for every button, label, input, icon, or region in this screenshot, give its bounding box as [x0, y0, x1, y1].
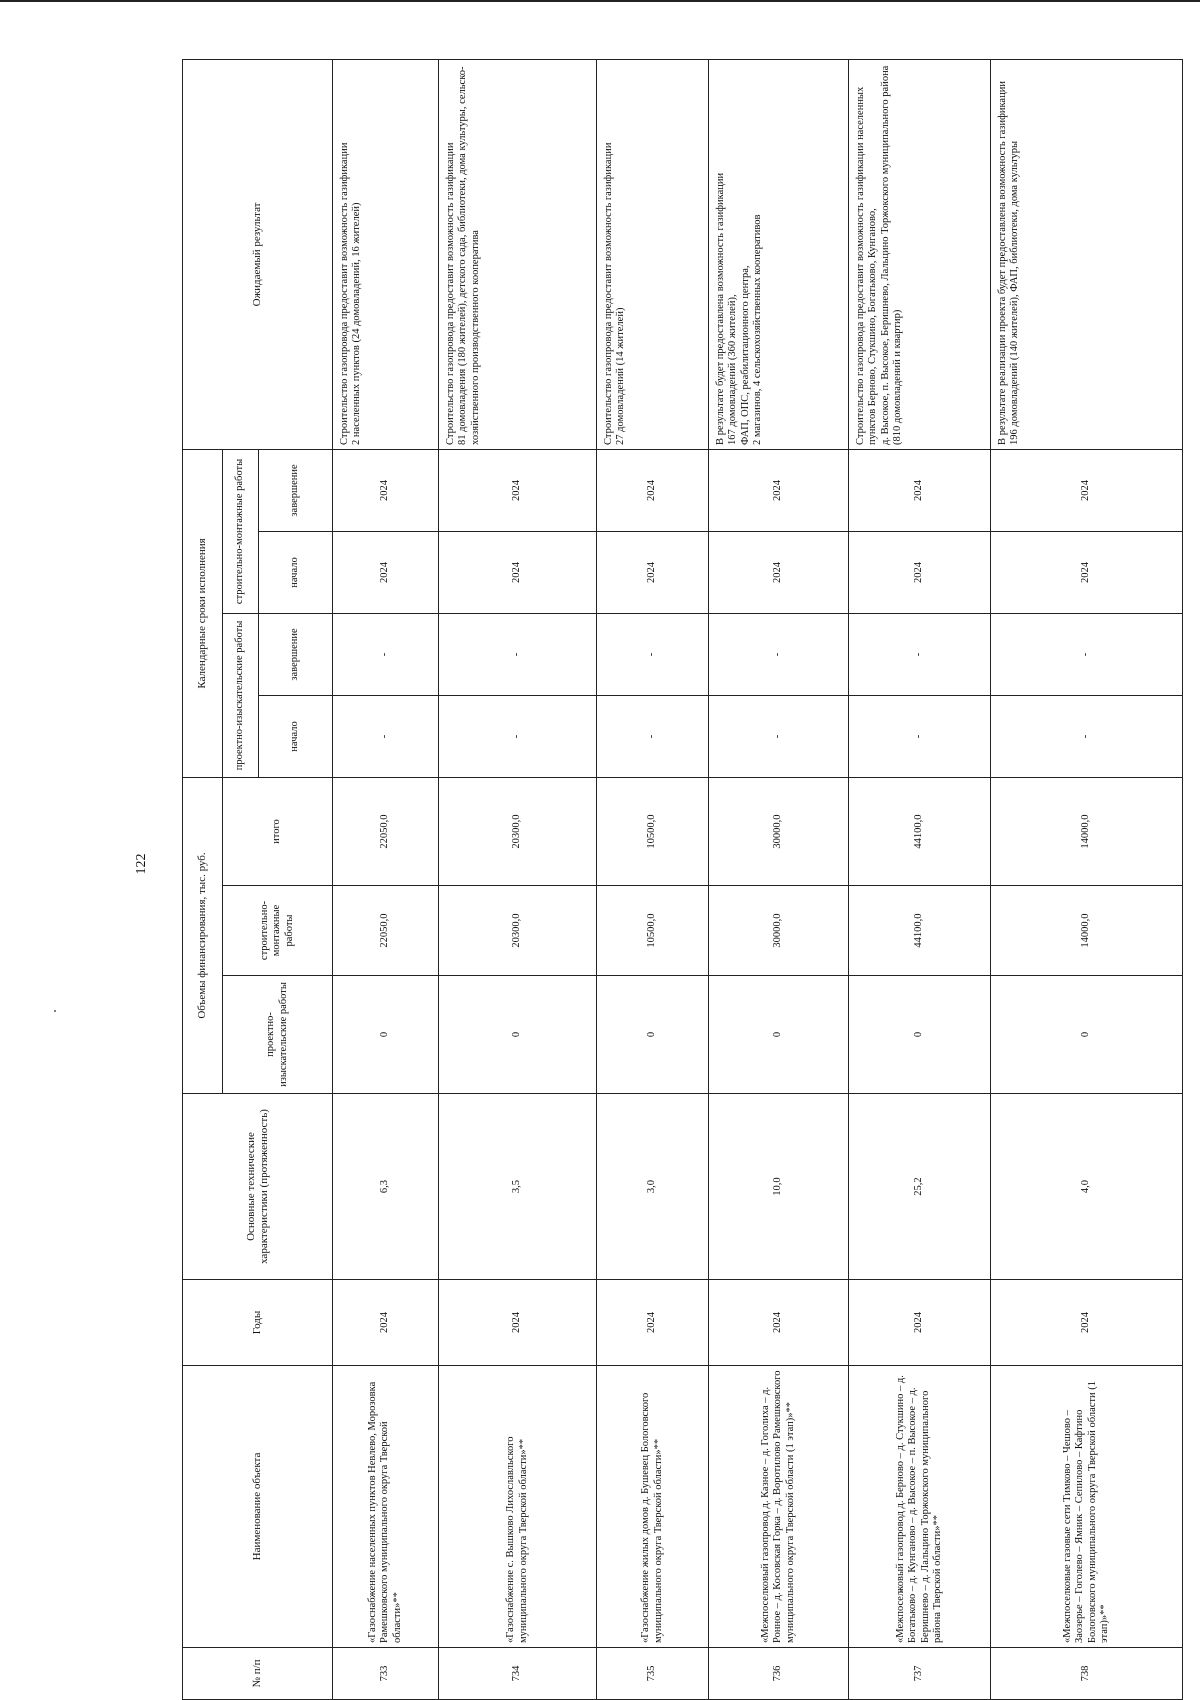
cell-no: 735 [597, 1648, 709, 1700]
cell-design-end: - [849, 613, 991, 695]
cell-no: 734 [439, 1648, 597, 1700]
cell-result: Строительство газопровода предоставит возможность газификации населенных пунктов Берново, Стукшино, Богатьково, Кунганово, д. Высокое, п. Высокое, Беришнево, Лальцино Торжокского муниципального района (810 домовладений и квартир) [849, 59, 991, 449]
cell-fin-total: 20300,0 [439, 777, 597, 885]
cell-constr-end: 2024 [849, 449, 991, 531]
cell-constr-start: 2024 [991, 531, 1183, 613]
cell-name: «Межпоселковый газопровод д. Казное – д. Гоголиха – д. Ронное – д. Косовская Горка – д. Воротилово Рамешковского муниципального округа Тверской области (1 этап)»** [709, 1366, 849, 1648]
cell-fin-construction: 30000,0 [709, 886, 849, 976]
cell-result: В результате реализации проекта будет предоставлена возможность газификации 196 домовладений (140 жителей), ФАП, библиотеки, дома культуры [991, 59, 1183, 449]
cell-fin-design: 0 [849, 976, 991, 1094]
cell-tech: 10,0 [709, 1094, 849, 1280]
cell-fin-design: 0 [597, 976, 709, 1094]
cell-tech: 25,2 [849, 1094, 991, 1280]
cell-fin-construction: 22050,0 [333, 886, 439, 976]
cell-constr-start: 2024 [849, 531, 991, 613]
cell-fin-construction: 10500,0 [597, 886, 709, 976]
scan-border-top [0, 0, 1200, 2]
cell-name: «Газоснабжение жилых домов д. Бушевец Бологовского муниципального округа Тверской области»** [597, 1366, 709, 1648]
cell-tech: 6,3 [333, 1094, 439, 1280]
header-fin-total: итого [223, 777, 333, 885]
cell-design-start: - [597, 695, 709, 777]
header-design-end: завершение [259, 613, 333, 695]
cell-fin-total: 10500,0 [597, 777, 709, 885]
cell-design-end: - [333, 613, 439, 695]
cell-fin-design: 0 [333, 976, 439, 1094]
cell-name: «Межпоселковый газопровод д. Берново – д. Стукшино – д. Богатьково – д. Кунганово – д. Высокое – п. Высокое – д. Беришнево – д. Лальцино Торжокского муниципального района Тверской области»** [849, 1366, 991, 1648]
cell-result: Строительство газопровода предоставит возможность газификации 2 населенных пунктов (24 домовладений, 16 жителей) [333, 59, 439, 449]
cell-constr-end: 2024 [709, 449, 849, 531]
header-tech: Основные технические характеристики (протяженность) [183, 1094, 333, 1280]
cell-name: «Газоснабжение населенных пунктов Невлево, Морозовка Рамешковского муниципального округа Тверской области»** [333, 1366, 439, 1648]
cell-year: 2024 [439, 1280, 597, 1366]
rotated-table-container [182, 60, 1182, 1700]
cell-constr-start: 2024 [597, 531, 709, 613]
cell-constr-end: 2024 [439, 449, 597, 531]
cell-design-start: - [709, 695, 849, 777]
table-row [439, 59, 597, 1699]
cell-tech: 3,0 [597, 1094, 709, 1280]
cell-fin-total: 22050,0 [333, 777, 439, 885]
table-row [849, 59, 991, 1699]
cell-design-end: - [597, 613, 709, 695]
cell-result: Строительство газопровода предоставит возможность газификации 27 домовладений (14 жителей) [597, 59, 709, 449]
table-row [333, 59, 439, 1699]
cell-constr-start: 2024 [709, 531, 849, 613]
cell-design-start: - [439, 695, 597, 777]
header-finance-group: Объемы финансирования, тыс. руб. [183, 777, 223, 1093]
header-sched-design: проектно-изыскательские работы [223, 613, 259, 777]
cell-year: 2024 [709, 1280, 849, 1366]
cell-no: 733 [333, 1648, 439, 1700]
cell-fin-construction: 20300,0 [439, 886, 597, 976]
cell-fin-construction: 44100,0 [849, 886, 991, 976]
cell-fin-design: 0 [709, 976, 849, 1094]
cell-fin-design: 0 [439, 976, 597, 1094]
cell-design-end: - [991, 613, 1183, 695]
cell-design-end: - [709, 613, 849, 695]
header-sched-construction: строительно-монтажные работы [223, 449, 259, 613]
cell-design-start: - [333, 695, 439, 777]
cell-no: 738 [991, 1648, 1183, 1700]
cell-constr-start: 2024 [439, 531, 597, 613]
cell-fin-total: 44100,0 [849, 777, 991, 885]
cell-year: 2024 [597, 1280, 709, 1366]
cell-no: 736 [709, 1648, 849, 1700]
scan-speck [54, 1010, 56, 1012]
cell-year: 2024 [991, 1280, 1183, 1366]
table-row [709, 59, 849, 1699]
cell-tech: 3,5 [439, 1094, 597, 1280]
cell-constr-end: 2024 [597, 449, 709, 531]
header-result: Ожидаемый результат [183, 59, 333, 449]
cell-name: «Межпоселковые газовые сети Тимково – Чешово – Заозерье – Гоголево – Ямник – Сепилово – Кафтино Бологовского муниципального округа Тверской области (1 этап)»** [991, 1366, 1183, 1648]
cell-fin-construction: 14000,0 [991, 886, 1183, 976]
cell-no: 737 [849, 1648, 991, 1700]
header-fin-construction: строительно-монтажные работы [223, 886, 333, 976]
cell-design-start: - [991, 695, 1183, 777]
cell-result: В результате будет предоставлена возможность газификации 167 домовладений (360 жителей), ФАП, ОПС, реабилитационного центра, 2 магазинов, 4 сельскохозяйственных кооперативов [709, 59, 849, 449]
cell-constr-end: 2024 [333, 449, 439, 531]
table-row [991, 59, 1183, 1699]
cell-year: 2024 [849, 1280, 991, 1366]
cell-design-start: - [849, 695, 991, 777]
cell-year: 2024 [333, 1280, 439, 1366]
table-row [597, 59, 709, 1699]
cell-name: «Газоснабжение с. Вышково Лихославльского муниципального округа Тверской области»** [439, 1366, 597, 1648]
header-years: Годы [183, 1280, 333, 1366]
cell-constr-end: 2024 [991, 449, 1183, 531]
header-constr-start: начало [259, 531, 333, 613]
cell-result: Строительство газопровода предоставит возможность газификации 81 домовладения (180 жителей), детского сада, библиотеки, дома культуры, сельско-хозяйственного производственного кооператива [439, 59, 597, 449]
header-design-start: начало [259, 695, 333, 777]
header-constr-end: завершение [259, 449, 333, 531]
cell-constr-start: 2024 [333, 531, 439, 613]
header-schedule-group: Календарные сроки исполнения [183, 449, 223, 777]
header-name: Наименование объекта [183, 1366, 333, 1648]
cell-tech: 4,0 [991, 1094, 1183, 1280]
page-number: 122 [134, 853, 149, 875]
header-fin-design: проектно-изыскательские работы [223, 976, 333, 1094]
cell-fin-design: 0 [991, 976, 1183, 1094]
header-no: № п/п [183, 1648, 333, 1700]
gasification-table [182, 59, 1183, 1700]
cell-fin-total: 30000,0 [709, 777, 849, 885]
cell-design-end: - [439, 613, 597, 695]
cell-fin-total: 14000,0 [991, 777, 1183, 885]
